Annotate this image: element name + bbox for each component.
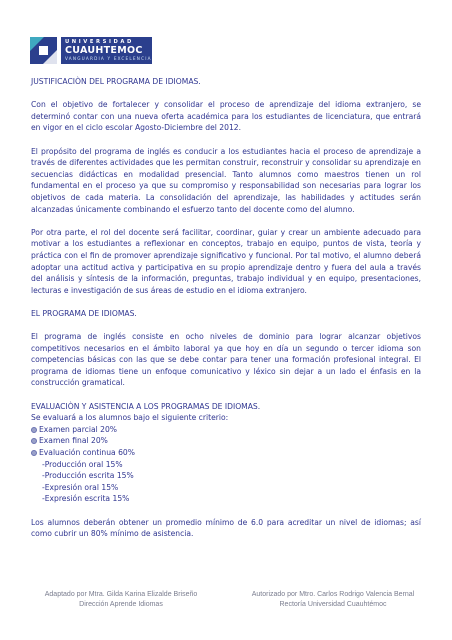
bullet-icon bbox=[31, 450, 37, 456]
list-item bbox=[31, 424, 421, 436]
list-item bbox=[31, 435, 421, 447]
sub-item: -Expresión oral 15% bbox=[42, 482, 119, 492]
footer-right-line-1: Autorizado por Mtro. Carlos Rodrigo Valencia Bernal bbox=[251, 591, 415, 598]
logo-line-1: UNIVERSIDAD bbox=[65, 39, 134, 45]
evaluation-intro: Se evaluará a los alumnos bajo el siguiente criterio: bbox=[31, 413, 229, 423]
section-title-program: EL PROGRAMA DE IDIOMAS. bbox=[31, 308, 137, 318]
paragraph-purpose: El propósito del programa de inglés es conducir a los estudiantes hacia el proceso de aprendizaje a través de diferentes actividades que les permitan construir, reconstruir y consolidar su aprendizaje en secuencias didácticas en modalidad presencial. Tanto alumnos como maestros tienen un rol fundamental en el proceso ya que su compromiso y responsabilidad son necesarias para lograr los objetivos de cada materia. La consolidación del aprendizaje, las habilidades y actitudes serán alcanzadas únicamente combinando el esfuerzo tanto del docente como del alumno. bbox=[31, 146, 421, 214]
sub-item: -Expresión escrita 15% bbox=[42, 494, 130, 504]
footer-left-line-1: Adaptado por Mtra. Gilda Karina Elizalde Briseño bbox=[44, 591, 198, 598]
paragraph-requirements: Los alumnos deberán obtener un promedio mínimo de 6.0 para acreditar un nivel de idiomas; así como cubrir un 80% mínimo de asistencia. bbox=[31, 517, 421, 539]
bullet-text: Examen final 20% bbox=[39, 436, 108, 446]
logo-wordmark bbox=[61, 37, 152, 64]
document-body bbox=[31, 76, 421, 540]
footer-authorized-by bbox=[235, 590, 431, 610]
list-item bbox=[31, 447, 421, 459]
sub-item: -Producción oral 15% bbox=[42, 459, 123, 469]
paragraph-objective: Con el objetivo de fortalecer y consolidar el proceso de aprendizaje del idioma extranjero, se determinó contar con una nueva oferta académica para los estudiantes de licenciatura, que entrará en vigor en el ciclo escolar Agosto-Diciembre del 2012. bbox=[31, 100, 421, 133]
logo-tagline: VANGUARDIA Y EXCELENCIA bbox=[65, 56, 152, 61]
section-title-evaluation: EVALUACIÒN Y ASISTENCIA A LOS PROGRAMAS DE IDIOMAS. bbox=[31, 401, 261, 411]
logo-emblem-icon bbox=[30, 37, 57, 64]
paragraph-program: El programa de inglés consiste en ocho niveles de dominio para lograr alcanzar objetivos competitivos necesarios en el ámbito laboral ya que hoy en día un segundo o tercer idioma son competencias básicas con las que se debe contar para tener una formación profesional integral. El programa de idiomas tiene un enfoque comunicativo y léxico sin dejar a un lado el énfasis en la construcción gramatical. bbox=[31, 332, 421, 388]
sub-item: -Producción escrita 15% bbox=[42, 471, 134, 481]
bullet-icon bbox=[31, 438, 37, 444]
logo-line-2: CUAUHTEMOC bbox=[65, 45, 143, 56]
footer-adapted-by bbox=[31, 590, 211, 610]
bullet-text: Evaluación continua 60% bbox=[39, 448, 135, 457]
footer-left-line-2: Dirección Aprende Idiomas bbox=[79, 601, 163, 608]
footer-right-line-2: Rectoría Universidad Cuauhtémoc bbox=[279, 601, 387, 608]
university-logo bbox=[30, 37, 152, 64]
section-title-justification: JUSTIFICACIÒN DEL PROGRAMA DE IDIOMAS. bbox=[31, 77, 201, 86]
paragraph-teacher-role: Por otra parte, el rol del docente será facilitar, coordinar, guiar y crear un ambiente adecuado para motivar a los estudiantes a reflexionar en conceptos, trabajo en equipo, puntos de vista, teoría y práctica con el fin de promover aprendizaje significativo y funcional. Por tal motivo, el alumno deberá adoptar una actitud activa y participativa en su propio aprendizaje dentro y fuera del aula a través del análisis y síntesis de la información, preguntas, trabajo individual y en equipo, presentaciones, lecturas e investigación de sus áreas de estudio en el idioma extranjero. bbox=[31, 227, 421, 295]
bullet-text: Examen parcial 20% bbox=[39, 424, 118, 434]
bullet-icon bbox=[31, 427, 37, 433]
